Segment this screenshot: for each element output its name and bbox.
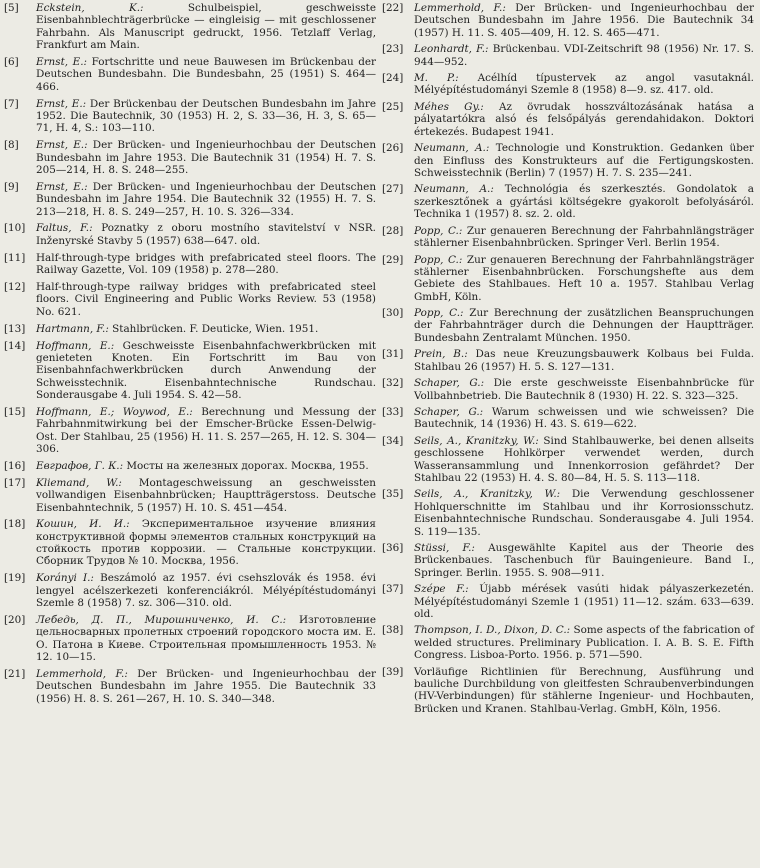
reference-entry bbox=[4, 181, 376, 218]
reference-body bbox=[36, 139, 376, 176]
reference-author: Ernst, E.: bbox=[36, 139, 88, 152]
reference-author: Leonhardt, F.: bbox=[414, 43, 489, 56]
reference-number: [22] bbox=[382, 2, 404, 14]
reference-body bbox=[36, 181, 376, 218]
reference-body bbox=[36, 281, 376, 318]
reference-entry bbox=[4, 406, 376, 455]
reference-number: [39] bbox=[382, 665, 404, 678]
reference-text: Technologie und Konstruktion. Gedanken über den Einfluss des Konstrukteurs auf die Fertigungskosten. Schweisstechnik (Berlin) 7 (1957) H. 7. S. 235—241. bbox=[414, 142, 755, 179]
reference-body bbox=[36, 56, 376, 93]
reference-entry bbox=[382, 101, 754, 138]
reference-body bbox=[414, 406, 754, 431]
reference-text: Zur Berechnung der zusätzlichen Beanspruchungen der Fahrbahnträger durch die Dehnungen der Hauptträger. Bundesbahn Zentralamt München. 1950. bbox=[414, 307, 754, 344]
reference-number: [29] bbox=[382, 253, 404, 266]
reference-body bbox=[36, 340, 376, 402]
reference-body bbox=[36, 323, 376, 335]
reference-text: Zur genaueren Berechnung der Fahrbahnlängsträger stählerner Eisenbahnbrücken. Springer Verl. Berlin 1954. bbox=[414, 224, 754, 249]
reference-number: [36] bbox=[382, 542, 404, 555]
reference-body bbox=[36, 572, 376, 609]
reference-text: Изготовление цельносварных пролетных строений городского моста им. Е. О. Патона в Киеве. Строительная промышленность 1953. № 12. 10—15. bbox=[36, 614, 376, 664]
reference-number: [10] bbox=[4, 222, 26, 235]
reference-author: M. P.: bbox=[414, 72, 459, 85]
reference-text: Экспериментальное изучение влияния конструктивной формы элементов стальных конструкций на стойкость против коррозии. — Стальные конструкции. Сборник Трудов № 10. Москва, 1956. bbox=[36, 518, 376, 568]
reference-author: Eckstein, K.: bbox=[36, 2, 144, 14]
reference-text: Geschweisste Eisenbahnfachwerkbrücken mit genieteten Knoten. Ein Fortschritt im Bau von Eisenbahnfachwerkbrücken durch Anwendung der Schweisstechnik. Eisenbahntechnische Rundschau. Sonderausgabe 4. Juli 1954. S. 42—58. bbox=[36, 339, 376, 401]
reference-number: [34] bbox=[382, 434, 404, 447]
reference-body bbox=[414, 307, 754, 344]
reference-entry bbox=[382, 406, 754, 431]
reference-body bbox=[414, 183, 754, 220]
reference-number: [19] bbox=[4, 572, 26, 585]
reference-entry bbox=[382, 43, 754, 68]
reference-entry bbox=[4, 614, 376, 663]
reference-author: Hoffmann, E.: bbox=[36, 339, 115, 352]
reference-body bbox=[414, 666, 754, 715]
reference-entry bbox=[4, 323, 376, 335]
reference-text: Der Brückenbau der Deutschen Bundesbahn im Jahre 1952. Die Bautechnik, 30 (1953) H. 2, S. 33—36, H. 3, S. 65—71, H. 4, S.: 103—110. bbox=[36, 97, 376, 135]
reference-entry bbox=[382, 348, 754, 373]
reference-author: Seils, A., Kranitzky, W.: bbox=[414, 434, 539, 447]
reference-entry bbox=[4, 98, 376, 135]
reference-text: Der Brücken- und Ingenieurhochbau der Deutschen Bundesbahn im Jahre 1953. Die Bautechnik 31 (1954) H. 7. S. 205—214, H. 8. S. 248—255. bbox=[36, 139, 377, 176]
reference-body bbox=[36, 477, 376, 514]
reference-entry bbox=[382, 583, 754, 620]
reference-text: Vorläufige Richtlinien für Berechnung, Ausführung und bauliche Durchbildung von gleitfesten Schraubenverbindungen (HV-Verbindungen) für stählerne Ingenieur- und Hochbauten, Brücken und Kranen. Stahlbau-Verlag. GmbH, Köln, 1956. bbox=[414, 665, 754, 715]
reference-text: Újabb mérések vasúti hidak pályaszerkezetén. Mélyépítéstudományi Szemle 1 (1951) 11—12. szám. 633—639. old. bbox=[414, 583, 754, 620]
reference-number: [20] bbox=[4, 614, 26, 627]
reference-body bbox=[414, 225, 754, 250]
reference-body bbox=[414, 142, 754, 179]
reference-number: [11] bbox=[4, 251, 26, 264]
reference-number: [5] bbox=[4, 2, 19, 14]
reference-text: Technológia és szerkesztés. Gondolatok a szerkesztőnek a gyártási költségekre gyakorolt befolyásáról. Technika 1 (1957) 8. sz. 2. old. bbox=[414, 183, 754, 221]
reference-entry bbox=[382, 488, 754, 537]
reference-author: Faltus, F.: bbox=[36, 222, 93, 235]
reference-text: Schulbeispiel, geschweisste Eisenbahnblechträgerbrücke — eingleisig — mit geschlossener Fahrbahn. Als Manuscript gedruckt, 1956. Tetzlaff Verlag, Frankfurt am Main. bbox=[36, 2, 376, 52]
reference-entry bbox=[4, 572, 376, 609]
reference-text: Das neue Kreuzungsbauwerk Kolbaus bei Fulda. Stahlbau 26 (1957) H. 5. S. 127—131. bbox=[414, 348, 755, 373]
reference-entry bbox=[382, 183, 754, 220]
reference-body bbox=[414, 43, 754, 68]
reference-body bbox=[414, 435, 754, 484]
reference-entry bbox=[382, 225, 754, 250]
reference-text: Der Brücken- und Ingenieurhochbau der Deutschen Bundesbahn im Jahre 1955. Die Bautechnik 33 (1956) H. 8. S. 261—267, H. 10. S. 340—348. bbox=[36, 668, 376, 705]
reference-author: Kliemand, W.: bbox=[36, 476, 122, 489]
reference-text: Poznatky z oboru mostního stavitelství v NSR. Inženyrské Stavby 5 (1957) 638—647. old. bbox=[36, 222, 376, 247]
reference-body bbox=[36, 460, 376, 472]
reference-number: [16] bbox=[4, 459, 26, 472]
reference-number: [8] bbox=[4, 139, 19, 152]
reference-text: Half-through-type bridges with prefabricated steel floors. The Railway Gazette, Vol. 109 (1958) p. 278—280. bbox=[36, 251, 376, 277]
reference-text: Brückenbau. VDI-Zeitschrift 98 (1956) Nr. 17. S. 944—952. bbox=[414, 43, 754, 68]
reference-number: [33] bbox=[382, 406, 404, 419]
reference-number: [21] bbox=[4, 668, 26, 680]
reference-number: [30] bbox=[382, 307, 404, 320]
reference-text: Stahlbrücken. F. Deuticke, Wien. 1951. bbox=[108, 322, 319, 335]
reference-number: [37] bbox=[382, 583, 404, 596]
reference-author: Lemmerhold, F.: bbox=[414, 2, 506, 14]
reference-author: Ernst, E.: bbox=[36, 97, 87, 110]
reference-text: Die Verwendung geschlossener Hohlquerschnitte im Stahlbau und ihr Korrosionsschutz. Eisenbahntechnische Rundschau. Sonderausgabe 4. Juli 1954. S. 119—135. bbox=[414, 488, 754, 538]
reference-body bbox=[414, 2, 754, 39]
reference-entry bbox=[4, 340, 376, 402]
reference-number: [27] bbox=[382, 183, 404, 196]
reference-text: Some aspects of the fabrication of welded structures. Preliminary Publication. I. A. B. S. E. Fifth Congress. Lisboa-Porto. 1956. p. 571—590. bbox=[414, 624, 754, 662]
reference-column-left bbox=[4, 2, 376, 868]
reference-text: Der Brücken- und Ingenieurhochbau der Deutschen Bundesbahn im Jahre 1956. Die Bautechnik 34 (1957) H. 11. S. 405—409, H. 12. S. 465—471. bbox=[414, 2, 754, 39]
reference-entry bbox=[4, 518, 376, 567]
reference-body bbox=[36, 252, 376, 277]
reference-text: Der Brücken- und Ingenieurhochbau der Deutschen Bundesbahn im Jahre 1954. Die Bautechnik 32 (1955) H. 7. S. 213—218, H. 8. S. 249—257, H. 10. S. 326—334. bbox=[36, 180, 377, 218]
reference-number: [15] bbox=[4, 405, 26, 418]
reference-body bbox=[414, 72, 754, 97]
reference-entry bbox=[382, 624, 754, 661]
reference-body bbox=[414, 488, 754, 537]
reference-entry bbox=[382, 377, 754, 402]
reference-author: Popp, C.: bbox=[414, 307, 464, 320]
reference-body bbox=[36, 668, 376, 705]
reference-entry bbox=[382, 142, 754, 179]
reference-number: [38] bbox=[382, 624, 404, 637]
reference-author: Hartmann, F.: bbox=[36, 322, 109, 335]
reference-author: Méhes Gy.: bbox=[414, 100, 484, 113]
reference-entry bbox=[4, 281, 376, 318]
reference-entry bbox=[4, 252, 376, 277]
reference-number: [12] bbox=[4, 281, 26, 294]
reference-body bbox=[414, 377, 754, 402]
reference-entry bbox=[4, 139, 376, 176]
reference-number: [7] bbox=[4, 97, 19, 110]
reference-body bbox=[414, 624, 754, 661]
reference-entry bbox=[382, 2, 754, 39]
reference-author: Korányi I.: bbox=[36, 572, 94, 585]
reference-entry bbox=[382, 666, 754, 715]
reference-body bbox=[414, 254, 754, 303]
reference-author: Hoffmann, E.; Woywod, E.: bbox=[36, 405, 193, 418]
reference-author: Schaper, G.: bbox=[414, 406, 484, 419]
reference-entry bbox=[4, 2, 376, 51]
reference-body bbox=[36, 406, 376, 455]
reference-text: Ausgewählte Kapitel aus der Theorie des Brückenbaues. Taschenbuch für Bauingenieure. Band I., Springer. Berlin. 1955. S. 908—911. bbox=[414, 542, 754, 579]
reference-text: Az övrudak hosszváltozásának hatása a pályatartókra alsó és felsőpályás gerendahidakon. Doktori értekezés. Budapest 1941. bbox=[414, 100, 755, 138]
reference-author: Seils, A., Kranitzky, W.: bbox=[414, 488, 561, 501]
reference-author: Кошин, И. И.: bbox=[36, 518, 130, 531]
reference-body bbox=[414, 583, 754, 620]
reference-author: Neumann, A.: bbox=[414, 183, 494, 196]
reference-author: Schaper, G.: bbox=[414, 377, 485, 390]
reference-author: Popp, C.: bbox=[414, 224, 463, 237]
reference-number: [26] bbox=[382, 142, 404, 155]
reference-entry bbox=[4, 222, 376, 247]
reference-text: Мосты на железных дорогах. Москва, 1955. bbox=[123, 459, 369, 472]
reference-text: Die erste geschweisste Eisenbahnbrücke für Vollbahnbetrieb. Die Bautechnik 8 (1930) H. 22. S. 323—325. bbox=[414, 377, 754, 402]
reference-number: [6] bbox=[4, 55, 19, 68]
reference-author: Евграфов, Г. К.: bbox=[36, 459, 124, 472]
reference-author: Лебедь, Д. П., Мирошниченко, И. С.: bbox=[36, 614, 287, 627]
reference-text: Beszámoló az 1957. évi csehszlovák és 1958. évi lengyel acélszerkezeti konferenciákról. Mélyépítéstudományi Szemle 8 (1958) 7. sz. 306—310. old. bbox=[36, 572, 376, 610]
reference-author: Popp, C.: bbox=[414, 253, 463, 266]
reference-number: [25] bbox=[382, 100, 404, 113]
reference-entry bbox=[382, 254, 754, 303]
reference-entry bbox=[382, 307, 754, 344]
reference-text: Fortschritte und neue Bauwesen im Brückenbau der Deutschen Bundesbahn. Die Bundesbahn, 25 (1951) S. 464—466. bbox=[36, 55, 376, 93]
reference-number: [24] bbox=[382, 72, 404, 85]
reference-number: [9] bbox=[4, 180, 19, 193]
reference-author: Neumann, A.: bbox=[414, 142, 490, 155]
reference-entry bbox=[4, 477, 376, 514]
reference-author: Thompson, I. D., Dixon, D. C.: bbox=[414, 624, 571, 637]
reference-entry bbox=[4, 460, 376, 472]
reference-body bbox=[36, 2, 376, 51]
reference-entry bbox=[4, 668, 376, 705]
reference-number: [14] bbox=[4, 339, 26, 352]
reference-body bbox=[414, 348, 754, 373]
reference-entry bbox=[382, 542, 754, 579]
reference-number: [13] bbox=[4, 322, 26, 335]
reference-text: Half-through-type railway bridges with prefabricated steel floors. Civil Engineering and Public Works Review. 53 (1958) No. 621. bbox=[36, 281, 376, 318]
reference-number: [31] bbox=[382, 348, 404, 361]
reference-author: Ernst, E.: bbox=[36, 55, 88, 68]
reference-number: [32] bbox=[382, 377, 404, 390]
reference-text: Sind Stahlbauwerke, bei denen allseits geschlossene Hohlkörper verwendet werden, durch Wasseransammlung und Innenkorrosion gefährdet? Der Stahlbau 22 (1953) H. 4. S. 80—84, H. 5. S. 113—118. bbox=[414, 434, 754, 484]
reference-text: Acélhíd típustervek az angol vasutaknál. Mélyépítéstudományi Szemle 8 (1958) 8—9. sz. 417. old. bbox=[414, 72, 754, 97]
reference-number: [17] bbox=[4, 476, 26, 489]
reference-text: Warum schweissen und wie schweissen? Die Bautechnik, 14 (1936) H. 43. S. 619—622. bbox=[414, 406, 754, 431]
reference-column-right bbox=[382, 2, 754, 868]
reference-author: Szépe F.: bbox=[414, 583, 469, 596]
reference-entry bbox=[382, 435, 754, 484]
reference-author: Lemmerhold, F.: bbox=[36, 668, 128, 680]
reference-body bbox=[36, 98, 376, 135]
reference-entry bbox=[4, 56, 376, 93]
reference-author: Prein, B.: bbox=[414, 348, 468, 361]
reference-number: [28] bbox=[382, 224, 404, 237]
reference-entry bbox=[382, 72, 754, 97]
reference-author: Ernst, E.: bbox=[36, 180, 88, 193]
reference-text: Montageschweissung an geschweissten vollwandigen Eisenbahnbrücken; Hauptträgerstoss. Deutsche Eisenbahntechnik, 5 (1957) H. 10. S. 451—454. bbox=[36, 476, 376, 514]
reference-body bbox=[36, 614, 376, 663]
reference-number: [35] bbox=[382, 488, 404, 501]
reference-number: [23] bbox=[382, 43, 404, 56]
reference-text: Berechnung und Messung der Fahrbahnmitwirkung bei der Emscher-Brücke Essen-Delwig-Ost. Der Stahlbau, 25 (1956) H. 11. S. 257—265, H. 12. S. 304—306. bbox=[36, 405, 376, 455]
reference-body bbox=[414, 101, 754, 138]
reference-text: Zur genaueren Berechnung der Fahrbahnlängsträger stählerner Eisenbahnbrücken. Forschungshefte aus dem Gebiete des Stahlbaues. Heft 10 a. 1957. Stahlbau Verlag GmbH, Köln. bbox=[414, 253, 754, 303]
reference-body bbox=[414, 542, 754, 579]
reference-body bbox=[36, 222, 376, 247]
reference-author: Stüssi, F.: bbox=[414, 542, 475, 555]
reference-number: [18] bbox=[4, 518, 26, 531]
reference-body bbox=[36, 518, 376, 567]
